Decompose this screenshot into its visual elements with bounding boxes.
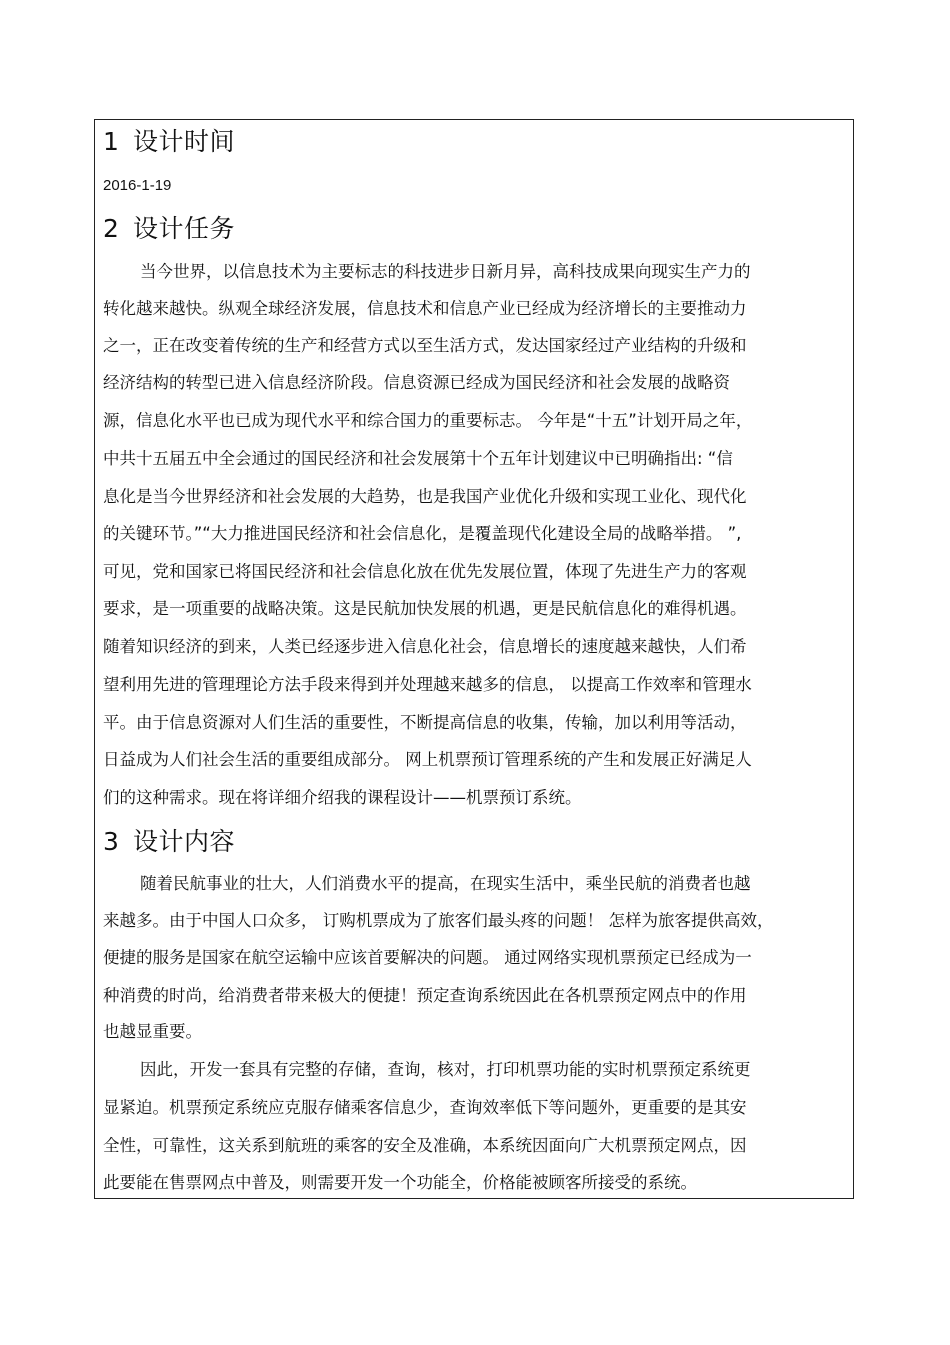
- content-line: 来越多。由于中国人口众多， 订购机票成为了旅客们最头疼的问题！ 怎样为旅客提供高效，: [103, 911, 774, 930]
- task-line: 可见，党和国家已将国民经济和社会信息化放在优先发展位置，体现了先进生产力的客观: [103, 562, 747, 581]
- task-line: 经济结构的转型已进入信息经济阶段。信息资源已经成为国民经济和社会发展的战略资: [103, 373, 730, 392]
- content-line: 因此，开发一套具有完整的存储，查询，核对，打印机票功能的实时机票预定系统更: [140, 1060, 751, 1079]
- task-line: 随着知识经济的到来，人类已经逐步进入信息化社会，信息增长的速度越来越快，人们希: [103, 637, 747, 656]
- section-1-heading: [103, 126, 235, 158]
- section-3-heading: [103, 826, 235, 858]
- task-line: 们的这种需求。现在将详细介绍我的课程设计——机票预订系统。: [103, 788, 582, 807]
- section-1-title: 设计时间: [133, 127, 236, 156]
- task-line: 源，信息化水平也已成为现代水平和综合国力的重要标志。 今年是“十五”计划开局之年，: [103, 411, 753, 430]
- content-line: 随着民航事业的壮大，人们消费水平的提高，在现实生活中，乘坐民航的消费者也越: [140, 874, 751, 893]
- content-line: 全性，可靠性，这关系到航班的乘客的安全及准确，本系统因面向广大机票预定网点，因: [103, 1136, 747, 1155]
- section-2-heading: [103, 213, 235, 245]
- task-line: 之一，正在改变着传统的生产和经营方式以至生活方式，发达国家经过产业结构的升级和: [103, 336, 747, 355]
- content-line: 此要能在售票网点中普及，则需要开发一个功能全，价格能被顾客所接受的系统。: [103, 1173, 697, 1192]
- task-line: 日益成为人们社会生活的重要组成部分。 网上机票预订管理系统的产生和发展正好满足人: [103, 750, 752, 769]
- section-1-number: 1: [103, 127, 120, 156]
- task-line: 的关键环节。”“大力推进国民经济和社会信息化，是覆盖现代化建设全局的战略举措。 ”,: [103, 524, 742, 543]
- task-line: 平。由于信息资源对人们生活的重要性，不断提高信息的收集，传输，加以利用等活动，: [103, 713, 747, 732]
- task-line: 转化越来越快。纵观全球经济发展，信息技术和信息产业已经成为经济增长的主要推动力: [103, 299, 747, 318]
- section-2-number: 2: [103, 214, 120, 243]
- section-3-title: 设计内容: [133, 827, 236, 856]
- section-2-title: 设计任务: [133, 214, 236, 243]
- content-line: 种消费的时尚，给消费者带来极大的便捷！预定查询系统因此在各机票预定网点中的作用: [103, 986, 747, 1005]
- task-line: 要求，是一项重要的战略决策。这是民航加快发展的机遇，更是民航信息化的难得机遇。: [103, 599, 747, 618]
- task-line: 望利用先进的管理理论方法手段来得到并处理越来越多的信息， 以提高工作效率和管理水: [103, 675, 752, 694]
- task-line: 当今世界，以信息技术为主要标志的科技进步日新月异，高科技成果向现实生产力的: [140, 262, 751, 281]
- content-line: 便捷的服务是国家在航空运输中应该首要解决的问题。 通过网络实现机票预定已经成为一: [103, 948, 752, 967]
- section-3-number: 3: [103, 827, 120, 856]
- content-line: 也越显重要。: [103, 1022, 202, 1041]
- task-line: 中共十五届五中全会通过的国民经济和社会发展第十个五年计划建议中已明确指出: “信: [103, 449, 733, 468]
- task-line: 息化是当今世界经济和社会发展的大趋势，也是我国产业优化升级和实现工业化、现代化: [103, 487, 747, 506]
- content-line: 显紧迫。机票预定系统应克服存储乘客信息少，查询效率低下等问题外，更重要的是其安: [103, 1098, 747, 1117]
- design-date: 2016-1-19: [103, 177, 172, 194]
